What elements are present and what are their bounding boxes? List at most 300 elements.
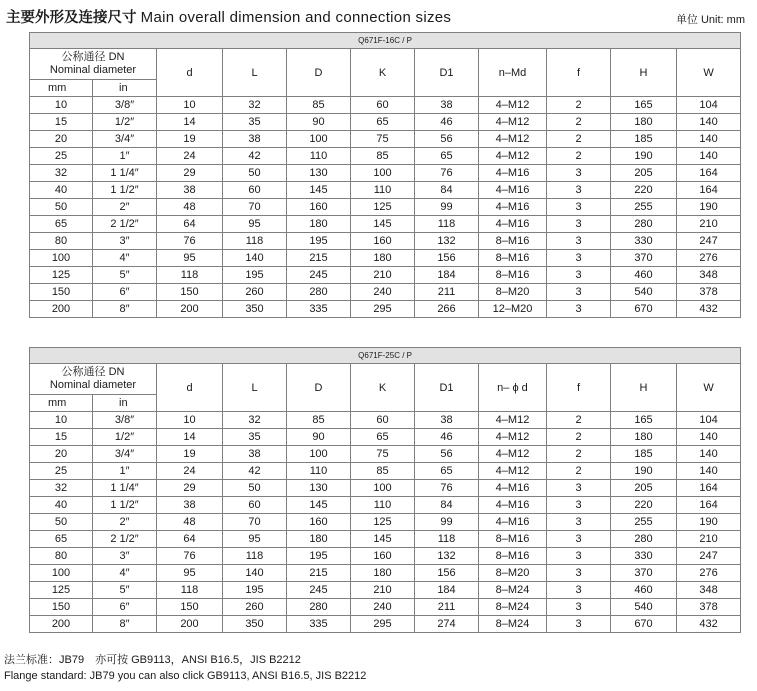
table-cell: 255 — [611, 514, 677, 531]
column-header: n–Md — [479, 49, 547, 97]
table-cell: 110 — [351, 182, 415, 199]
table-cell: 35 — [223, 114, 287, 131]
title-chinese: 主要外形及连接尺寸 — [6, 10, 137, 26]
table-cell: 164 — [677, 480, 741, 497]
table-cell: 145 — [351, 216, 415, 233]
dimension-table-16c — [29, 32, 741, 318]
table-row — [30, 216, 741, 233]
table-cell: 10 — [30, 412, 93, 429]
table-cell: 56 — [415, 446, 479, 463]
table-row — [30, 531, 741, 548]
model-name: Q671F-16C / P — [30, 33, 741, 49]
table-cell: 3 — [547, 514, 611, 531]
table-row — [30, 548, 741, 565]
table-cell: 65 — [351, 114, 415, 131]
table-row — [30, 514, 741, 531]
table-cell: 29 — [157, 480, 223, 497]
table-cell: 3 — [547, 250, 611, 267]
table-cell: 118 — [415, 216, 479, 233]
column-header: K — [351, 49, 415, 97]
table-cell: 8–M20 — [479, 565, 547, 582]
table-cell: 130 — [287, 480, 351, 497]
table-cell: 180 — [351, 250, 415, 267]
table-cell: 80 — [30, 233, 93, 250]
table-cell: 200 — [30, 616, 93, 633]
table-cell: 2″ — [93, 199, 157, 216]
table-cell: 104 — [677, 97, 741, 114]
table-cell: 3″ — [93, 233, 157, 250]
table-row — [30, 497, 741, 514]
table-cell: 295 — [351, 301, 415, 318]
table-cell: 348 — [677, 582, 741, 599]
table-cell: 1 1/2″ — [93, 182, 157, 199]
table-cell: 180 — [611, 114, 677, 131]
table-cell: 348 — [677, 267, 741, 284]
table-cell: 274 — [415, 616, 479, 633]
table-cell: 3/8″ — [93, 412, 157, 429]
table-cell: 2 — [547, 429, 611, 446]
column-header: W — [677, 49, 741, 97]
column-header: D1 — [415, 364, 479, 412]
table-cell: 3/4″ — [93, 446, 157, 463]
column-header: f — [547, 364, 611, 412]
table-cell: 3 — [547, 616, 611, 633]
table-cell: 185 — [611, 131, 677, 148]
table-cell: 145 — [287, 497, 351, 514]
flange-standard-notes — [4, 652, 366, 684]
table-cell: 4–M12 — [479, 131, 547, 148]
table-cell: 76 — [415, 165, 479, 182]
table-cell: 4–M12 — [479, 429, 547, 446]
table-cell: 85 — [287, 412, 351, 429]
table-cell: 140 — [677, 114, 741, 131]
table-cell: 140 — [677, 446, 741, 463]
table-row — [30, 463, 741, 480]
table-cell: 25 — [30, 148, 93, 165]
table-cell: 70 — [223, 199, 287, 216]
table-cell: 25 — [30, 463, 93, 480]
sub-column-header: in — [93, 80, 157, 97]
table-row — [30, 199, 741, 216]
table-cell: 140 — [223, 250, 287, 267]
table-cell: 280 — [287, 284, 351, 301]
table-cell: 1 1/4″ — [93, 165, 157, 182]
column-header: f — [547, 49, 611, 97]
table-row — [30, 233, 741, 250]
table-cell: 2 — [547, 131, 611, 148]
table-row — [30, 616, 741, 633]
table-cell: 3 — [547, 599, 611, 616]
table-cell: 140 — [677, 463, 741, 480]
table-cell: 160 — [351, 233, 415, 250]
table-cell: 4–M16 — [479, 497, 547, 514]
table-cell: 1/2″ — [93, 429, 157, 446]
table-cell: 50 — [223, 165, 287, 182]
table-cell: 180 — [611, 429, 677, 446]
page-title — [6, 6, 451, 27]
table-cell: 190 — [677, 514, 741, 531]
table-cell: 2 — [547, 148, 611, 165]
table-cell: 65 — [415, 148, 479, 165]
table-cell: 210 — [677, 531, 741, 548]
table-cell: 4–M12 — [479, 148, 547, 165]
table-cell: 3 — [547, 531, 611, 548]
table-cell: 2 — [547, 114, 611, 131]
table-cell: 8–M24 — [479, 616, 547, 633]
table-cell: 460 — [611, 582, 677, 599]
table-cell: 8–M16 — [479, 267, 547, 284]
table-cell: 125 — [351, 514, 415, 531]
table-cell: 190 — [677, 199, 741, 216]
table-cell: 247 — [677, 548, 741, 565]
table-cell: 46 — [415, 429, 479, 446]
table-cell: 245 — [287, 582, 351, 599]
table-cell: 160 — [287, 514, 351, 531]
model-row — [30, 348, 741, 364]
table-cell: 118 — [223, 548, 287, 565]
table-cell: 65 — [351, 429, 415, 446]
table-row — [30, 182, 741, 199]
table-cell: 99 — [415, 514, 479, 531]
table-cell: 2″ — [93, 514, 157, 531]
table-cell: 100 — [287, 131, 351, 148]
table-cell: 156 — [415, 250, 479, 267]
table-cell: 14 — [157, 429, 223, 446]
table-cell: 90 — [287, 114, 351, 131]
table-cell: 75 — [351, 131, 415, 148]
table-cell: 110 — [287, 463, 351, 480]
table-cell: 215 — [287, 565, 351, 582]
table-cell: 4–M12 — [479, 463, 547, 480]
table-cell: 145 — [351, 531, 415, 548]
table-cell: 145 — [287, 182, 351, 199]
table-cell: 165 — [611, 412, 677, 429]
table-cell: 432 — [677, 301, 741, 318]
table-cell: 4″ — [93, 565, 157, 582]
header-row — [30, 49, 741, 80]
table-cell: 247 — [677, 233, 741, 250]
column-header: d — [157, 364, 223, 412]
table-cell: 5″ — [93, 582, 157, 599]
table-cell: 164 — [677, 497, 741, 514]
table-cell: 540 — [611, 284, 677, 301]
table-cell: 118 — [415, 531, 479, 548]
table-cell: 3 — [547, 233, 611, 250]
table-cell: 40 — [30, 182, 93, 199]
table-cell: 200 — [157, 301, 223, 318]
table-row — [30, 429, 741, 446]
table-cell: 6″ — [93, 284, 157, 301]
table-cell: 38 — [223, 131, 287, 148]
model-name: Q671F-25C / P — [30, 348, 741, 364]
table-cell: 2 1/2″ — [93, 531, 157, 548]
table-cell: 432 — [677, 616, 741, 633]
table-cell: 4–M16 — [479, 199, 547, 216]
table-cell: 4–M12 — [479, 97, 547, 114]
table-cell: 70 — [223, 514, 287, 531]
column-header: d — [157, 49, 223, 97]
table-cell: 100 — [351, 165, 415, 182]
table-cell: 210 — [351, 582, 415, 599]
table-cell: 240 — [351, 284, 415, 301]
table-cell: 80 — [30, 548, 93, 565]
table-cell: 60 — [223, 182, 287, 199]
sub-column-header: mm — [30, 395, 93, 412]
table-cell: 100 — [30, 565, 93, 582]
table-cell: 220 — [611, 182, 677, 199]
table-cell: 95 — [223, 216, 287, 233]
table-cell: 210 — [351, 267, 415, 284]
model-row — [30, 33, 741, 49]
nominal-diameter-header — [30, 364, 157, 395]
table-cell: 38 — [223, 446, 287, 463]
table-cell: 140 — [677, 148, 741, 165]
table-cell: 185 — [611, 446, 677, 463]
table-cell: 165 — [611, 97, 677, 114]
table-cell: 180 — [287, 531, 351, 548]
table-cell: 15 — [30, 114, 93, 131]
table-cell: 4–M12 — [479, 114, 547, 131]
table-cell: 76 — [157, 548, 223, 565]
table-cell: 205 — [611, 480, 677, 497]
table-row — [30, 446, 741, 463]
nominal-diameter-cn: 公称通径 DN — [61, 51, 125, 63]
table-cell: 184 — [415, 582, 479, 599]
table-cell: 195 — [287, 548, 351, 565]
column-header: n– ϕ d — [479, 364, 547, 412]
table-cell: 8–M16 — [479, 233, 547, 250]
table-cell: 100 — [351, 480, 415, 497]
table-cell: 100 — [30, 250, 93, 267]
table-cell: 130 — [287, 165, 351, 182]
table-cell: 84 — [415, 497, 479, 514]
table-cell: 150 — [30, 599, 93, 616]
header-row — [30, 364, 741, 395]
table-cell: 32 — [30, 480, 93, 497]
table-cell: 378 — [677, 599, 741, 616]
table-cell: 48 — [157, 514, 223, 531]
table-cell: 75 — [351, 446, 415, 463]
nominal-diameter-en: Nominal diameter — [49, 379, 137, 391]
table-cell: 125 — [351, 199, 415, 216]
table-cell: 65 — [30, 531, 93, 548]
table-cell: 335 — [287, 616, 351, 633]
title-english: Main overall dimension and connection sizes — [140, 9, 452, 26]
table-cell: 4–M16 — [479, 480, 547, 497]
table-cell: 276 — [677, 250, 741, 267]
table-cell: 1/2″ — [93, 114, 157, 131]
table-cell: 378 — [677, 284, 741, 301]
note-english: Flange standard: JB79 you can also click GB9113, ANSI B16.5, JIS B2212 — [4, 670, 367, 682]
table-cell: 50 — [30, 514, 93, 531]
table-cell: 2 — [547, 446, 611, 463]
table-cell: 42 — [223, 148, 287, 165]
table-row — [30, 267, 741, 284]
table-cell: 195 — [223, 582, 287, 599]
table-cell: 4–M16 — [479, 216, 547, 233]
table-cell: 240 — [351, 599, 415, 616]
table-cell: 64 — [157, 531, 223, 548]
table-cell: 164 — [677, 182, 741, 199]
table-cell: 5″ — [93, 267, 157, 284]
table-cell: 3 — [547, 284, 611, 301]
table-cell: 350 — [223, 301, 287, 318]
table-row — [30, 97, 741, 114]
table-cell: 32 — [30, 165, 93, 182]
table-cell: 8–M20 — [479, 284, 547, 301]
table-cell: 19 — [157, 131, 223, 148]
table-cell: 160 — [351, 548, 415, 565]
table-cell: 460 — [611, 267, 677, 284]
table-cell: 24 — [157, 148, 223, 165]
table-cell: 1″ — [93, 148, 157, 165]
table-cell: 4–M16 — [479, 182, 547, 199]
table-cell: 4–M12 — [479, 412, 547, 429]
table-cell: 85 — [351, 463, 415, 480]
table-cell: 118 — [223, 233, 287, 250]
table-cell: 8″ — [93, 616, 157, 633]
table-cell: 670 — [611, 616, 677, 633]
table-cell: 260 — [223, 599, 287, 616]
table-cell: 335 — [287, 301, 351, 318]
table-cell: 15 — [30, 429, 93, 446]
table-cell: 38 — [415, 97, 479, 114]
table-cell: 95 — [157, 250, 223, 267]
table-cell: 210 — [677, 216, 741, 233]
table-cell: 125 — [30, 582, 93, 599]
table-cell: 38 — [157, 497, 223, 514]
column-header: D1 — [415, 49, 479, 97]
table-cell: 85 — [287, 97, 351, 114]
table-cell: 10 — [30, 97, 93, 114]
table-cell: 370 — [611, 250, 677, 267]
table-cell: 32 — [223, 97, 287, 114]
table-row — [30, 131, 741, 148]
table-cell: 184 — [415, 267, 479, 284]
table-cell: 20 — [30, 446, 93, 463]
table-cell: 56 — [415, 131, 479, 148]
table-cell: 295 — [351, 616, 415, 633]
table-cell: 38 — [157, 182, 223, 199]
table-cell: 50 — [223, 480, 287, 497]
table-cell: 10 — [157, 412, 223, 429]
table-row — [30, 565, 741, 582]
table-cell: 8–M16 — [479, 548, 547, 565]
table-cell: 118 — [157, 267, 223, 284]
column-header: K — [351, 364, 415, 412]
table-cell: 140 — [223, 565, 287, 582]
note-chinese: 法兰标准：JB79 亦可按 GB9113，ANSI B16.5，JIS B2212 — [4, 654, 301, 666]
table-cell: 38 — [415, 412, 479, 429]
table-cell: 14 — [157, 114, 223, 131]
table-cell: 46 — [415, 114, 479, 131]
table-cell: 150 — [157, 284, 223, 301]
table-cell: 200 — [30, 301, 93, 318]
table-cell: 64 — [157, 216, 223, 233]
table-cell: 118 — [157, 582, 223, 599]
sub-column-header: mm — [30, 80, 93, 97]
table-cell: 50 — [30, 199, 93, 216]
table-cell: 140 — [677, 429, 741, 446]
table-cell: 60 — [351, 97, 415, 114]
table-cell: 330 — [611, 233, 677, 250]
table-cell: 8″ — [93, 301, 157, 318]
table-cell: 280 — [611, 531, 677, 548]
column-header: D — [287, 49, 351, 97]
table-cell: 164 — [677, 165, 741, 182]
table-cell: 100 — [287, 446, 351, 463]
table-cell: 1 1/4″ — [93, 480, 157, 497]
table-row — [30, 599, 741, 616]
table-cell: 8–M16 — [479, 531, 547, 548]
table-cell: 1 1/2″ — [93, 497, 157, 514]
column-header: H — [611, 49, 677, 97]
table-cell: 160 — [287, 199, 351, 216]
table-cell: 42 — [223, 463, 287, 480]
table-cell: 85 — [351, 148, 415, 165]
table-cell: 8–M16 — [479, 250, 547, 267]
table-cell: 156 — [415, 565, 479, 582]
table-cell: 205 — [611, 165, 677, 182]
table-cell: 2 — [547, 463, 611, 480]
table-cell: 280 — [287, 599, 351, 616]
table-cell: 3 — [547, 267, 611, 284]
table-cell: 8–M24 — [479, 599, 547, 616]
table-row — [30, 480, 741, 497]
table-cell: 125 — [30, 267, 93, 284]
table-cell: 76 — [415, 480, 479, 497]
table-cell: 2 — [547, 412, 611, 429]
table-cell: 3″ — [93, 548, 157, 565]
table-cell: 195 — [287, 233, 351, 250]
table-cell: 4–M16 — [479, 165, 547, 182]
table-cell: 150 — [157, 599, 223, 616]
table-cell: 110 — [351, 497, 415, 514]
column-header: W — [677, 364, 741, 412]
table-cell: 29 — [157, 165, 223, 182]
table-cell: 280 — [611, 216, 677, 233]
table-cell: 3 — [547, 582, 611, 599]
table-cell: 190 — [611, 148, 677, 165]
table-row — [30, 114, 741, 131]
table-cell: 211 — [415, 599, 479, 616]
table-cell: 245 — [287, 267, 351, 284]
table-row — [30, 250, 741, 267]
column-header: L — [223, 364, 287, 412]
column-header: H — [611, 364, 677, 412]
table-cell: 276 — [677, 565, 741, 582]
table-cell: 110 — [287, 148, 351, 165]
table-row — [30, 412, 741, 429]
table-row — [30, 165, 741, 182]
table-cell: 150 — [30, 284, 93, 301]
table-cell: 2 — [547, 97, 611, 114]
table-cell: 84 — [415, 182, 479, 199]
table-cell: 4–M12 — [479, 446, 547, 463]
table-cell: 180 — [351, 565, 415, 582]
table-row — [30, 284, 741, 301]
table-cell: 266 — [415, 301, 479, 318]
table-cell: 2 1/2″ — [93, 216, 157, 233]
table-cell: 60 — [351, 412, 415, 429]
column-header: L — [223, 49, 287, 97]
table-cell: 3 — [547, 548, 611, 565]
table-cell: 32 — [223, 412, 287, 429]
table-cell: 220 — [611, 497, 677, 514]
table-cell: 35 — [223, 429, 287, 446]
table-cell: 670 — [611, 301, 677, 318]
table-cell: 10 — [157, 97, 223, 114]
